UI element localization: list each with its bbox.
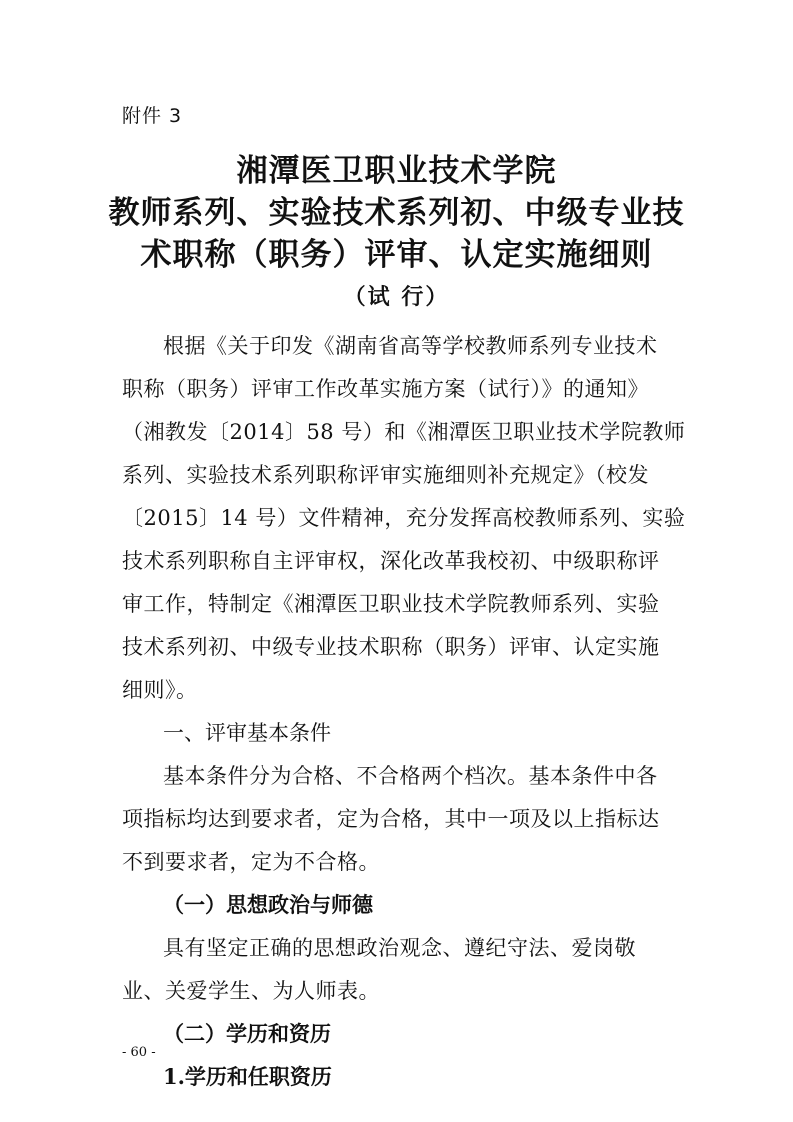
sub1-line-2: 业、关爱学生、为人师表。 [122,979,380,1003]
subtitle: （试 行） [343,284,450,310]
title-line-3: 术职称（职务）评审、认定实施细则 [140,237,653,273]
intro-line-9: 细则》。 [122,678,198,702]
title-line-1: 湘潭医卫职业技术学院 [236,153,557,189]
intro-line-8: 技术系列初、中级专业技术职称（职务）评审、认定实施 [122,635,660,659]
sub1-line-1: 具有坚定正确的思想政治观念、遵纪守法、爱岗敬 [163,936,636,960]
intro-line-4: 系列、实验技术系列职称评审实施细则补充规定》（校发 [122,463,649,487]
page-number: - 60 - [122,1045,156,1060]
subsection-heading-2: （二）学历和资历 [163,1021,331,1046]
intro-line-2: 职称（职务）评审工作改革实施方案（试行）》的通知》 [122,377,649,401]
intro-line-1: 根据《关于印发《湖南省高等学校教师系列专业技术 [163,334,658,358]
title-line-2: 教师系列、实验技术系列初、中级专业技 [108,195,685,231]
section1-line-1: 基本条件分为合格、不合格两个档次。基本条件中各 [163,764,658,788]
subsection-item-1: 1.学历和任职资历 [163,1064,332,1089]
intro-line-3: （湘教发〔2014〕58 号）和《湘潭医卫职业技术学院教师 [122,420,686,444]
intro-line-6: 技术系列职称自主评审权，深化改革我校初、中级职称评 [122,549,660,573]
intro-line-5: 〔2015〕14 号）文件精神，充分发挥高校教师系列、实验 [122,506,686,530]
subsection-heading-1: （一）思想政治与师德 [163,892,373,917]
section-heading-1: 一、评审基本条件 [163,721,331,745]
section1-line-2: 项指标均达到要求者，定为合格，其中一项及以上指标达 [122,807,660,831]
intro-line-7: 审工作，特制定《湘潭医卫职业技术学院教师系列、实验 [122,592,660,616]
attachment-label: 附件 3 [122,105,183,127]
section1-line-3: 不到要求者，定为不合格。 [122,850,380,874]
